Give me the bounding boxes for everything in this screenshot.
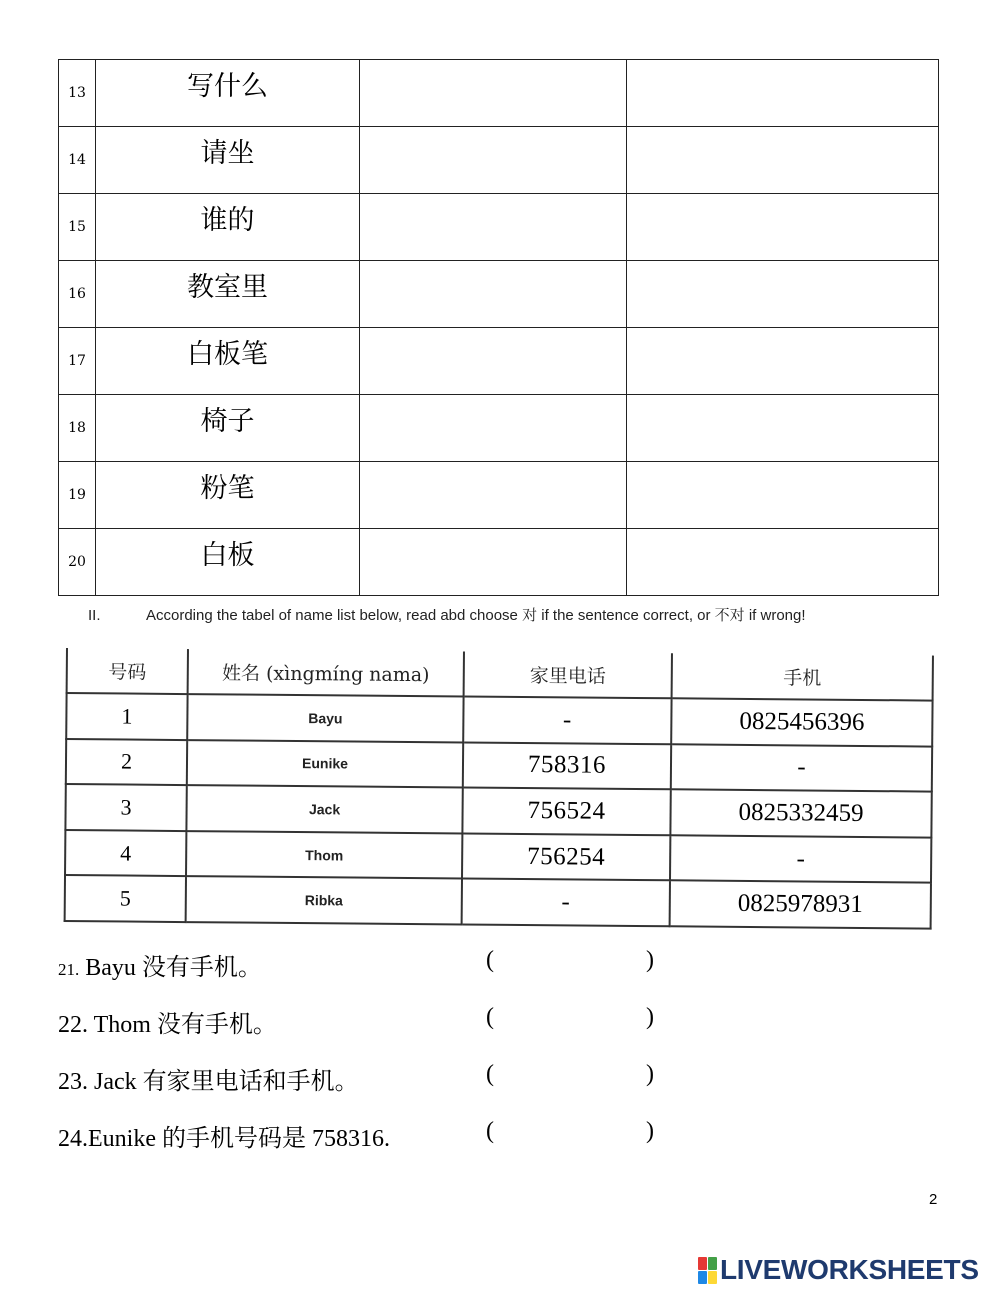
question-number: 23.: [58, 1069, 88, 1095]
row-home-phone: 756524: [462, 788, 670, 835]
vocab-row: [59, 395, 939, 462]
row-name: Thom: [186, 831, 462, 879]
name-list-header-row: [67, 648, 933, 701]
row-number: 5: [65, 875, 186, 922]
vocab-number: 18: [59, 395, 96, 462]
vocab-answer-cell-pinyin[interactable]: [360, 127, 627, 194]
question-text: Jack 有家里电话和手机。: [88, 1069, 359, 1095]
vocab-word: 谁的: [96, 194, 360, 261]
name-list-row: [65, 875, 931, 928]
row-mobile: -: [670, 835, 931, 883]
row-mobile: 0825332459: [670, 789, 931, 837]
row-home-phone: 756254: [462, 833, 670, 880]
answer-open-paren: (: [486, 1004, 494, 1030]
logo-text: LIVEWORKSHEETS: [720, 1254, 979, 1285]
question-24: [58, 1118, 390, 1153]
vocab-answer-cell-pinyin[interactable]: [360, 194, 627, 261]
answer-close-paren: ): [646, 1118, 654, 1144]
vocab-answer-cell-pinyin[interactable]: [360, 60, 627, 127]
vocab-answer-cell-meaning[interactable]: [627, 529, 939, 596]
header-mobile: 手机: [672, 653, 933, 700]
question-number: 22.: [58, 1012, 88, 1038]
vocab-answer-cell-pinyin[interactable]: [360, 261, 627, 328]
row-home-phone: -: [462, 879, 670, 926]
vocab-word: 教室里: [96, 261, 360, 328]
vocab-row: [59, 462, 939, 529]
liveworksheets-logo: [698, 1254, 979, 1286]
row-home-phone: -: [463, 696, 671, 743]
vocab-number: 14: [59, 127, 96, 194]
instruction-text: According the tabel of name list below, read abd choose 对 if the sentence correct, or 不对 if wrong!: [146, 607, 806, 624]
vocab-answer-cell-meaning[interactable]: [627, 328, 939, 395]
question-text: Eunike 的手机号码是 758316.: [88, 1126, 390, 1152]
name-list-row: [65, 830, 931, 883]
vocab-number: 19: [59, 462, 96, 529]
row-mobile: 0825978931: [670, 881, 931, 929]
vocab-answer-cell-meaning[interactable]: [627, 60, 939, 127]
question-21: [58, 947, 262, 982]
vocab-row: [59, 194, 939, 261]
vocab-word: 白板笔: [96, 328, 360, 395]
name-list-table: [64, 648, 934, 930]
vocab-number: 15: [59, 194, 96, 261]
vocab-answer-cell-pinyin[interactable]: [360, 328, 627, 395]
section-instruction: [88, 604, 806, 625]
header-home-phone: 家里电话: [464, 651, 672, 698]
logo-blocks-icon: [698, 1257, 717, 1284]
vocab-number: 16: [59, 261, 96, 328]
header-number: 号码: [67, 648, 188, 694]
answer-close-paren: ): [646, 1061, 654, 1087]
question-text: Bayu 没有手机。: [79, 955, 262, 981]
vocab-number: 17: [59, 328, 96, 395]
answer-open-paren: (: [486, 1118, 494, 1144]
row-mobile: 0825456396: [671, 698, 932, 746]
answer-open-paren: (: [486, 1061, 494, 1087]
vocab-answer-cell-meaning[interactable]: [627, 395, 939, 462]
name-list-row: [66, 693, 932, 746]
vocab-answer-cell-meaning[interactable]: [627, 462, 939, 529]
vocab-table: [58, 59, 939, 596]
answer-close-paren: ): [646, 1004, 654, 1030]
header-name: 姓名 (xìngmíng nama): [188, 649, 464, 696]
vocab-word: 粉笔: [96, 462, 360, 529]
vocab-answer-cell-meaning[interactable]: [627, 261, 939, 328]
row-number: 3: [65, 784, 186, 831]
vocab-word: 白板: [96, 529, 360, 596]
vocab-number: 20: [59, 529, 96, 596]
question-number: 24.: [58, 1126, 88, 1152]
row-number: 1: [66, 693, 187, 740]
vocab-answer-cell-pinyin[interactable]: [360, 462, 627, 529]
row-number: 4: [65, 830, 186, 877]
vocab-number: 13: [59, 60, 96, 127]
page-number: 2: [929, 1191, 938, 1208]
row-name: Ribka: [186, 876, 462, 924]
vocab-row: [59, 60, 939, 127]
vocab-answer-cell-pinyin[interactable]: [360, 395, 627, 462]
vocab-answer-cell-meaning[interactable]: [627, 127, 939, 194]
vocab-word: 椅子: [96, 395, 360, 462]
question-number: 21.: [58, 960, 80, 979]
section-roman-numeral: II.: [88, 607, 101, 624]
question-23: [58, 1061, 359, 1096]
row-name: Eunike: [187, 740, 463, 788]
vocab-row: [59, 529, 939, 596]
row-home-phone: 758316: [463, 742, 671, 789]
name-list-row: [65, 784, 931, 837]
vocab-word: 写什么: [96, 60, 360, 127]
vocab-row: [59, 261, 939, 328]
vocab-answer-cell-pinyin[interactable]: [360, 529, 627, 596]
row-number: 2: [66, 739, 187, 786]
vocab-word: 请坐: [96, 127, 360, 194]
row-name: Jack: [186, 785, 462, 833]
row-mobile: -: [671, 744, 932, 792]
vocab-answer-cell-meaning[interactable]: [627, 194, 939, 261]
row-name: Bayu: [187, 694, 463, 742]
answer-open-paren: (: [486, 947, 494, 973]
vocab-row: [59, 127, 939, 194]
vocab-row: [59, 328, 939, 395]
name-list-image: [64, 648, 934, 930]
question-text: Thom 没有手机。: [88, 1012, 277, 1038]
answer-close-paren: ): [646, 947, 654, 973]
question-22: [58, 1004, 277, 1039]
name-list-row: [66, 739, 932, 792]
